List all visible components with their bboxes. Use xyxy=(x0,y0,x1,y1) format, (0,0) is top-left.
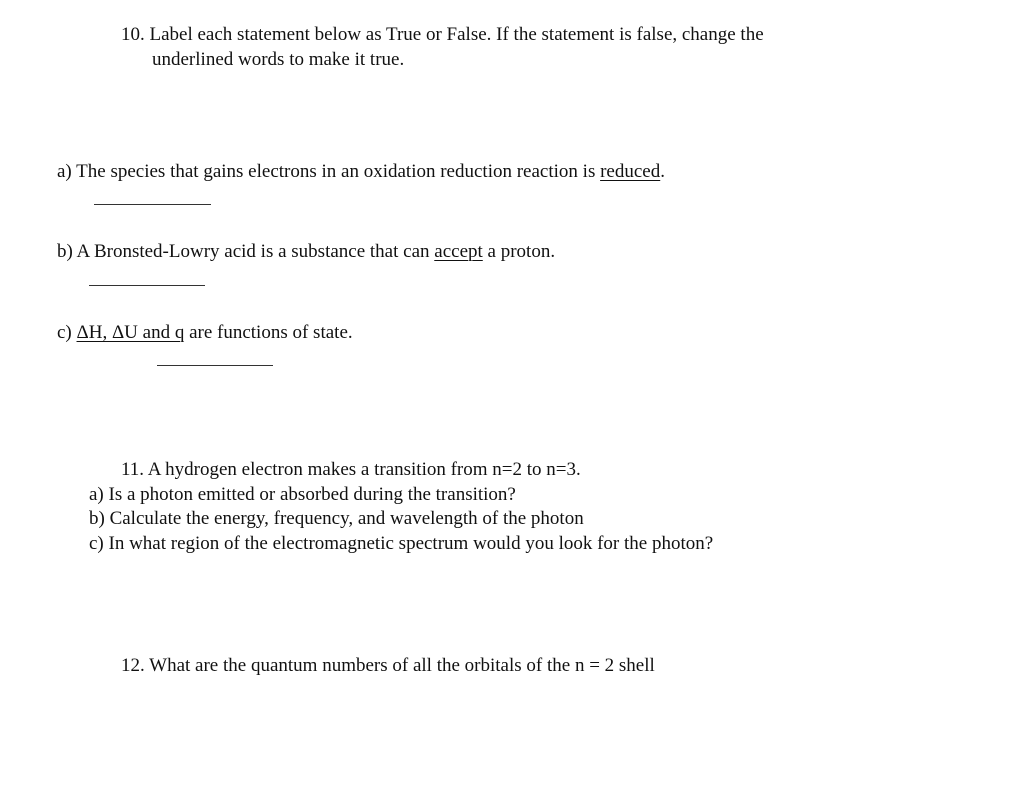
q11c-text: c) In what region of the electromagnetic spectrum would you look for the photon? xyxy=(89,533,714,554)
q10c-underlined-words: ΔH, ΔU and q xyxy=(76,322,185,343)
q11b-text: b) Calculate the energy, frequency, and wavelength of the photon xyxy=(89,508,584,529)
q10-instruction-line-1: 10. Label each statement below as True or False. If the statement is false, change the xyxy=(121,24,764,45)
q10b-underlined-words: accept xyxy=(434,241,483,262)
q10c-answer-blank[interactable] xyxy=(157,365,273,366)
q10c-text: c) xyxy=(57,322,77,343)
q10b-answer-blank[interactable] xyxy=(89,285,205,286)
q11-stem: 11. A hydrogen electron makes a transition from n=2 to n=3. xyxy=(121,459,581,480)
q10b-text: b) A Bronsted-Lowry acid is a substance that can xyxy=(57,241,435,262)
q10a-answer-blank[interactable] xyxy=(94,204,211,205)
q10c-suffix: are functions of state. xyxy=(184,322,353,343)
q10a-text: a) The species that gains electrons in an oxidation reduction reaction is xyxy=(57,161,601,182)
q12-text: 12. What are the quantum numbers of all the orbitals of the n = 2 shell xyxy=(121,655,655,676)
q10a-statement xyxy=(57,161,665,183)
q10-instruction-line-2: underlined words to make it true. xyxy=(152,49,405,70)
q11a-text: a) Is a photon emitted or absorbed during the transition? xyxy=(89,484,516,505)
q10a-suffix: . xyxy=(660,161,665,182)
q10b-statement xyxy=(57,241,555,263)
q10c-statement xyxy=(57,322,353,344)
q10b-suffix: a proton. xyxy=(482,241,556,262)
q10a-underlined-words: reduced xyxy=(600,161,661,182)
